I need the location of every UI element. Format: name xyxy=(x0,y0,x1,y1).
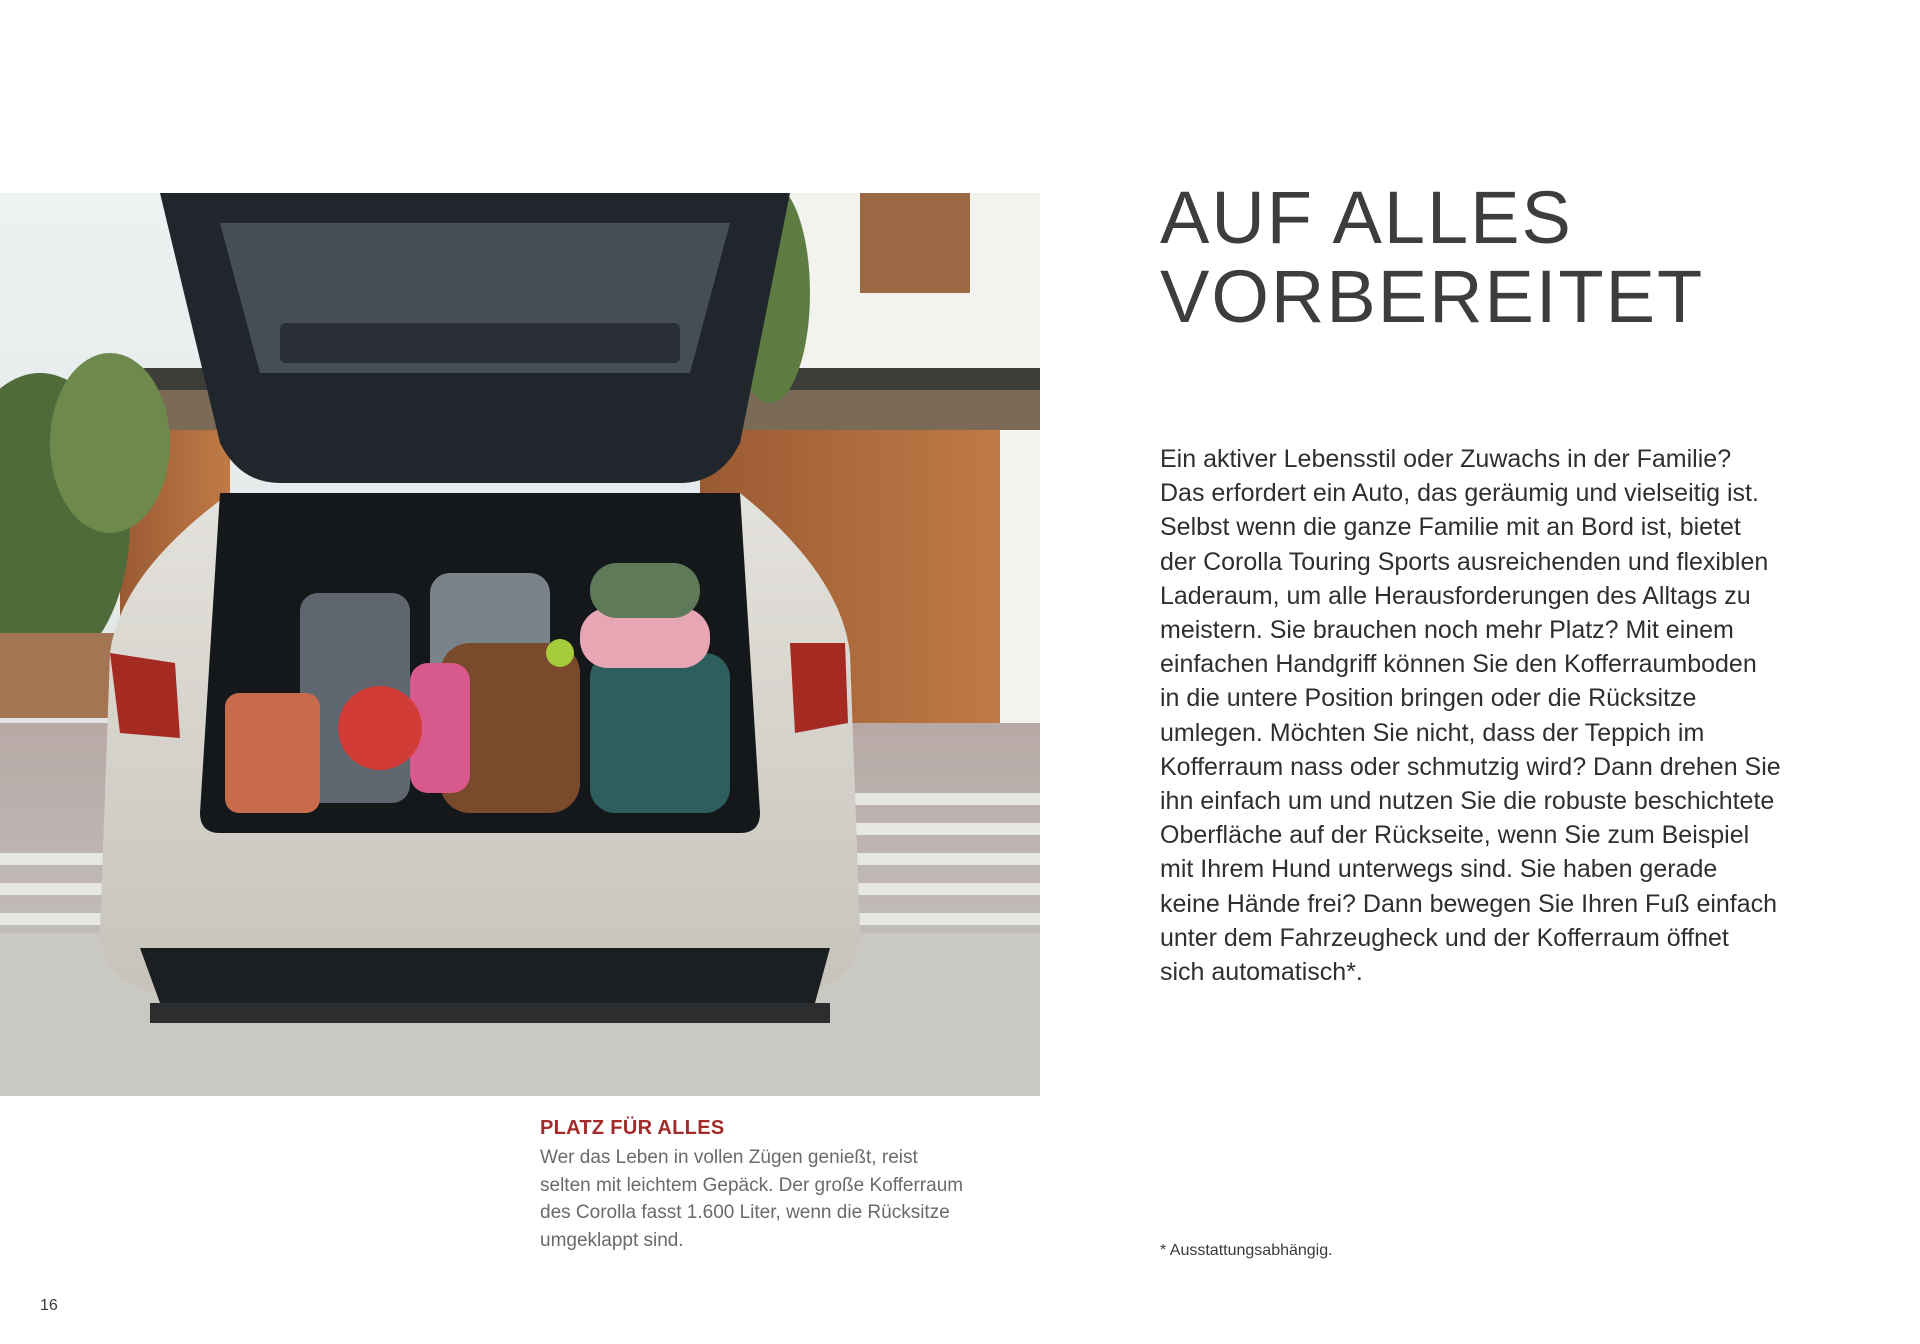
headline-line-1: AUF ALLES xyxy=(1160,176,1573,259)
body-line: Ein aktiver Lebensstil oder Zuwachs in der Familie? xyxy=(1160,445,1732,473)
caption-line: Wer das Leben in vollen Zügen genießt, reist xyxy=(540,1147,918,1168)
footnote: * Ausstattungsabhängig. xyxy=(1160,1242,1333,1259)
headline-line-2: VORBEREITET xyxy=(1160,255,1705,338)
page-headline xyxy=(1160,178,1860,336)
body-line: unter dem Fahrzeugheck und der Kofferraum öffnet xyxy=(1160,923,1729,952)
body-line: umlegen. Möchten Sie nicht, dass der Teppich im xyxy=(1160,718,1705,747)
caption-line: selten mit leichtem Gepäck. Der große Kofferraum xyxy=(540,1174,964,1196)
body-line: keine Hände frei? Dann bewegen Sie Ihren Fuß einfach xyxy=(1160,889,1778,918)
caption-line: des Corolla fasst 1.600 Liter, wenn die Rücksitze xyxy=(540,1202,950,1223)
body-paragraph xyxy=(1160,442,1860,989)
photo-caption-title: PLATZ FÜR ALLES xyxy=(540,1117,725,1139)
body-line: Oberfläche auf der Rückseite, wenn Sie zum Beispiel xyxy=(1160,821,1750,850)
body-line: Kofferraum nass oder schmutzig wird? Dann drehen Sie xyxy=(1160,752,1781,781)
body-line: meistern. Sie brauchen noch mehr Platz? Mit einem xyxy=(1160,616,1734,645)
page-number: 16 xyxy=(40,1297,58,1314)
caption-line: umgeklappt sind. xyxy=(540,1229,684,1251)
body-line: Das erfordert ein Auto, das geräumig und vielseitig ist. xyxy=(1160,479,1759,508)
photo-caption-body xyxy=(540,1144,1020,1254)
body-line: in die untere Position bringen oder die Rücksitze xyxy=(1160,684,1697,713)
body-line: ihn einfach um und nutzen Sie die robuste beschichtete xyxy=(1160,787,1775,816)
car-trunk-photo xyxy=(0,193,1040,1096)
body-line: Laderaum, um alle Herausforderungen des Alltags zu xyxy=(1160,581,1751,610)
body-line: mit Ihrem Hund unterwegs sind. Sie haben gerade xyxy=(1160,855,1718,884)
body-line: Selbst wenn die ganze Familie mit an Bord ist, bietet xyxy=(1160,513,1741,542)
body-line: einfachen Handgriff können Sie den Kofferraumboden xyxy=(1160,650,1757,679)
body-line: sich automatisch*. xyxy=(1160,958,1363,987)
body-line: der Corolla Touring Sports ausreichenden und flexiblen xyxy=(1160,547,1769,576)
